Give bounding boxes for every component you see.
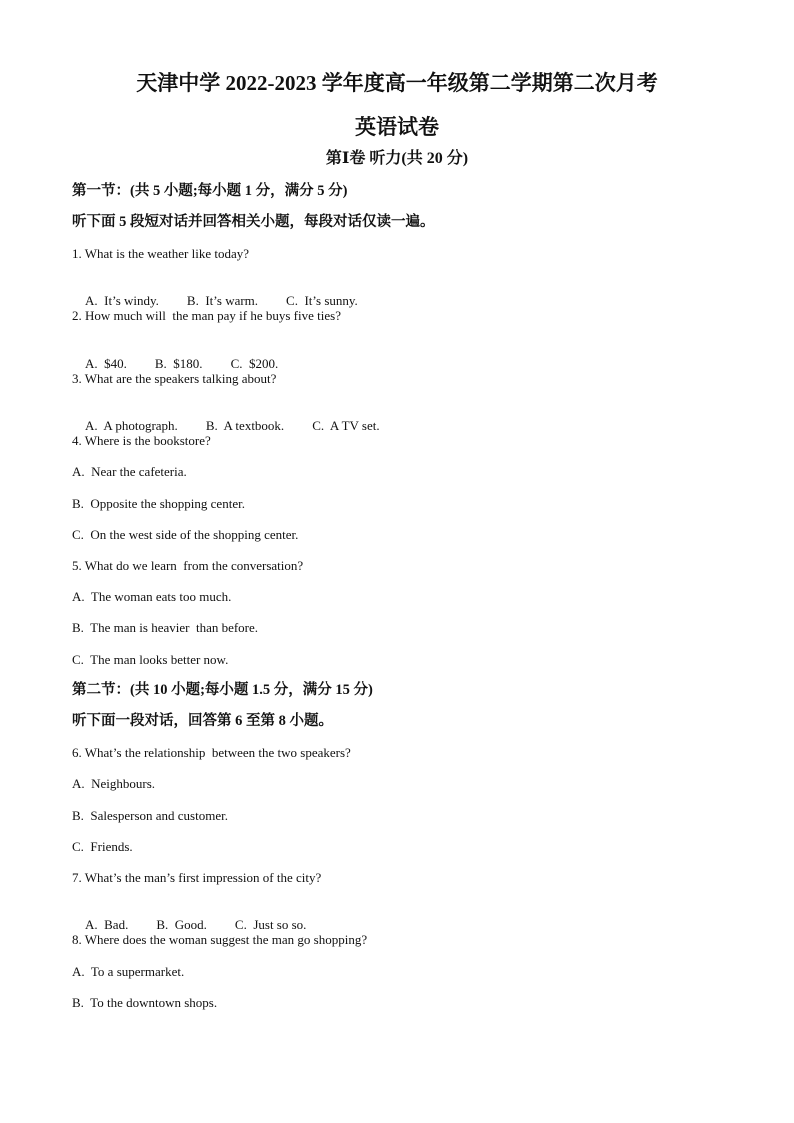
question-3-option-a: A. A photograph. <box>85 418 178 433</box>
question-6-option-b: B. Salesperson and customer. <box>72 808 228 823</box>
question-5-stem: 5. What do we learn from the conversation? <box>72 558 304 573</box>
question-5-option-a: A. The woman eats too much. <box>72 589 232 604</box>
exam-subtitle: 英语试卷 <box>355 115 439 139</box>
question-3-option-c: C. A TV set. <box>312 418 380 433</box>
question-6-option-c: C. Friends. <box>72 839 133 854</box>
question-8-option-a: A. To a supermarket. <box>72 964 185 979</box>
question-4-option-c: C. On the west side of the shopping center. <box>72 527 299 542</box>
question-4-option-b: B. Opposite the shopping center. <box>72 496 245 511</box>
question-2-option-c: C. $200. <box>230 356 279 371</box>
question-8-option-b: B. To the downtown shops. <box>72 995 218 1010</box>
question-5-option-c: C. The man looks better now. <box>72 652 229 667</box>
section2-heading: 第二节：(共 10 小题;每小题 1.5 分，满分 15 分) <box>72 682 373 698</box>
section1-instruction: 听下面 5 段短对话并回答相关小题，每段对话仅读一遍。 <box>72 214 435 230</box>
question-3-option-b: B. A textbook. <box>205 418 285 433</box>
question-5-option-b: B. The man is heavier than before. <box>72 620 259 635</box>
question-8-stem: 8. Where does the woman suggest the man go shopping? <box>72 932 368 947</box>
question-7-stem: 7. What’s the man’s first impression of the city? <box>72 870 322 885</box>
part-heading: 第Ⅰ卷 听力(共 20 分) <box>325 150 469 167</box>
question-7-option-a: A. Bad. <box>85 917 129 932</box>
question-4-stem: 4. Where is the bookstore? <box>72 433 211 448</box>
section1-heading: 第一节：(共 5 小题;每小题 1 分，满分 5 分) <box>72 183 348 199</box>
question-4-option-a: A. Near the cafeteria. <box>72 464 187 479</box>
question-6-stem: 6. What’s the relationship between the two speakers? <box>72 745 351 760</box>
section2-instruction: 听下面一段对话，回答第 6 至第 8 小题。 <box>72 713 333 729</box>
question-2-option-b: B. $180. <box>154 356 203 371</box>
question-1-option-c: C. It’s sunny. <box>286 293 358 308</box>
question-6-option-a: A. Neighbours. <box>72 776 156 791</box>
question-1-option-b: B. It’s warm. <box>186 293 259 308</box>
question-1-option-a: A. It’s windy. <box>85 293 159 308</box>
question-7-option-b: B. Good. <box>156 917 207 932</box>
exam-title: 天津中学 2022-2023 学年度高一年级第二学期第二次月考 <box>136 71 658 95</box>
question-3-stem: 3. What are the speakers talking about? <box>72 371 277 386</box>
question-1-stem: 1. What is the weather like today? <box>72 246 250 261</box>
question-7-option-c: C. Just so so. <box>234 917 307 932</box>
question-2-stem: 2. How much will the man pay if he buys five ties? <box>72 308 341 323</box>
question-2-option-a: A. $40. <box>85 356 127 371</box>
